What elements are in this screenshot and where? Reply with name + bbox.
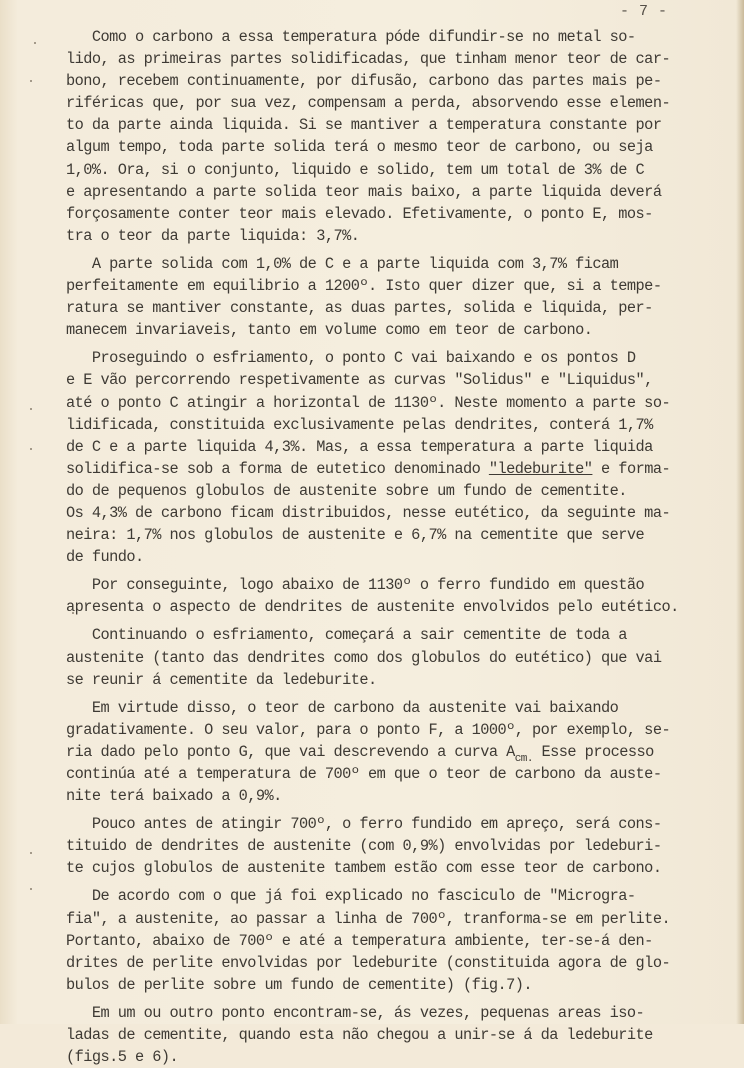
text-line: até o ponto C atingir a horizontal de 1130º. Neste momento a parte so- [66,393,671,412]
text-line: perfeitamente em equilibrio a 1200º. Isto quer dizer que, si a tempe- [66,277,662,296]
text-line: e E vão percorrendo respetivamente as curvas "Solidus" e "Liquidus", [66,371,653,390]
text-segment: Esse processo [532,742,654,761]
text-line: algum tempo, toda parte solida terá o mesmo teor de carbono, ou seja [66,138,653,157]
text-line: Os 4,3% de carbono ficam distribuidos, nesse eutético, da seguinte ma- [66,503,671,522]
text-line: A parte solida com 1,0% de C e a parte liquida com 3,7% ficam [66,254,619,273]
page-edge-shadow [736,0,744,1024]
text-line: se reunir á cementite da ledeburite. [66,670,377,689]
paragraph [66,813,706,879]
paper-speck [30,888,32,890]
text-line: te cujos globulos de austenite tambem estão com esse teor de carbono. [66,859,662,878]
text-line: bulos de perlite sobre um fundo de cementite) (fig.7). [66,975,533,994]
text-segment: ria dado pelo ponto G, que vai descrevendo a curva A [66,742,515,761]
text-line: tituido de dendrites de austenite (com 0,9%) envolvidas por ledeburi- [66,837,662,856]
page-number: - 7 - [620,3,668,20]
paragraph [66,624,706,690]
paragraph [66,574,706,618]
text-line: Em um ou outro ponto encontram-se, ás vezes, pequenas areas iso- [66,1003,645,1022]
text-line: Portanto, abaixo de 700º e até a temperatura ambiente, ter-se-á den- [66,931,653,950]
text-line: lido, as primeiras partes solidificadas, que tinham menor teor de car- [66,50,671,69]
text-line: nite terá baixado a 0,9%. [66,787,282,806]
paragraph [66,26,706,247]
text-line: de C e a parte liquida 4,3%. Mas, a essa temperatura a parte liquida [66,437,653,456]
text-segment: e forma- [592,459,671,478]
text-line: 1,0%. Ora, si o conjunto, liquido e solido, tem um total de 3% de C [66,160,645,179]
paper-speck [30,448,32,450]
body-text [66,26,706,1068]
text-line: neira: 1,7% nos globulos de austenite e 6,7% na cementite que serve [66,526,645,545]
text-line: apresenta o aspecto de dendrites de austenite envolvidos pelo eutético. [66,598,679,617]
text-line: do de pequenos globulos de austenite sobre um fundo de cementite. [66,481,627,500]
paragraph [66,253,706,341]
paragraph [66,885,706,995]
text-line: Por conseguinte, logo abaixo de 1130º o ferro fundido em questão [66,576,645,595]
text-line: continúa até a temperatura de 700º em que o teor de carbono da auste- [66,765,662,783]
text-line: tra o teor da parte liquida: 3,7%. [66,226,360,245]
text-line: to da parte ainda liquida. Si se mantiver a temperatura constante por [66,116,662,135]
underlined-term: "ledeburite" [488,459,593,478]
text-line: Em virtude disso, o teor de carbono da austenite vai baixando [66,698,619,717]
text-line: gradativamente. O seu valor, para o ponto F, a 1000º, por exemplo, se- [66,720,671,739]
text-line: Proseguindo o esfriamento, o ponto C vai baixando e os pontos D [66,349,636,368]
text-line: austenite (tanto das dendrites como dos globulos do eutético) que vai [66,648,662,667]
text-line: fia", a austenite, ao passar a linha de 700º, tranforma-se em perlite. [66,909,671,928]
paragraph [66,697,706,807]
text-line: ladas de cementite, quando esta não chegou a unir-se á da ledeburite [66,1026,653,1045]
text-line: riféricas que, por sua vez, compensam a perda, absorvendo esse elemen- [66,94,671,113]
text-line: ratura se mantiver constante, as duas partes, solida e liquida, per- [66,299,653,318]
paper-speck [34,42,36,44]
paragraph [66,1002,706,1068]
text-line: e apresentando a parte solida teor mais baixo, a parte liquida deverá [66,182,662,201]
text-line: de fundo. [66,548,144,567]
text-line: (figs.5 e 6). [66,1048,179,1067]
text-line [66,458,706,480]
paragraph [66,347,706,568]
text-line: manecem invariaveis, tanto em volume como em teor de carbono. [66,321,593,340]
subscript: cm. [514,752,533,765]
paper-speck [30,852,32,854]
text-line [66,741,706,763]
text-line: bono, recebem continuamente, por difusão, carbono das partes mais pe- [66,72,662,91]
text-line: Como o carbono a essa temperatura póde difundir-se no metal so- [66,28,636,46]
text-line: lidificada, constituida exclusivamente pelas dendrites, conterá 1,7% [66,415,653,434]
text-line: forçosamente conter teor mais elevado. Efetivamente, o ponto E, mos- [66,204,653,223]
text-line: drites de perlite envolvidas por ledeburite (constituida agora de glo- [66,953,671,972]
text-segment: solidifica-se sob a forma de eutetico denominado [66,459,489,478]
text-line: De acordo com o que já foi explicado no fasciculo de "Microgra- [66,887,636,906]
paper-speck [30,408,32,410]
text-line: Continuando o esfriamento, começará a sair cementite de toda a [66,626,627,645]
text-line: Pouco antes de atingir 700º, o ferro fundido em apreço, será cons- [66,815,662,834]
paper-speck [30,80,32,82]
